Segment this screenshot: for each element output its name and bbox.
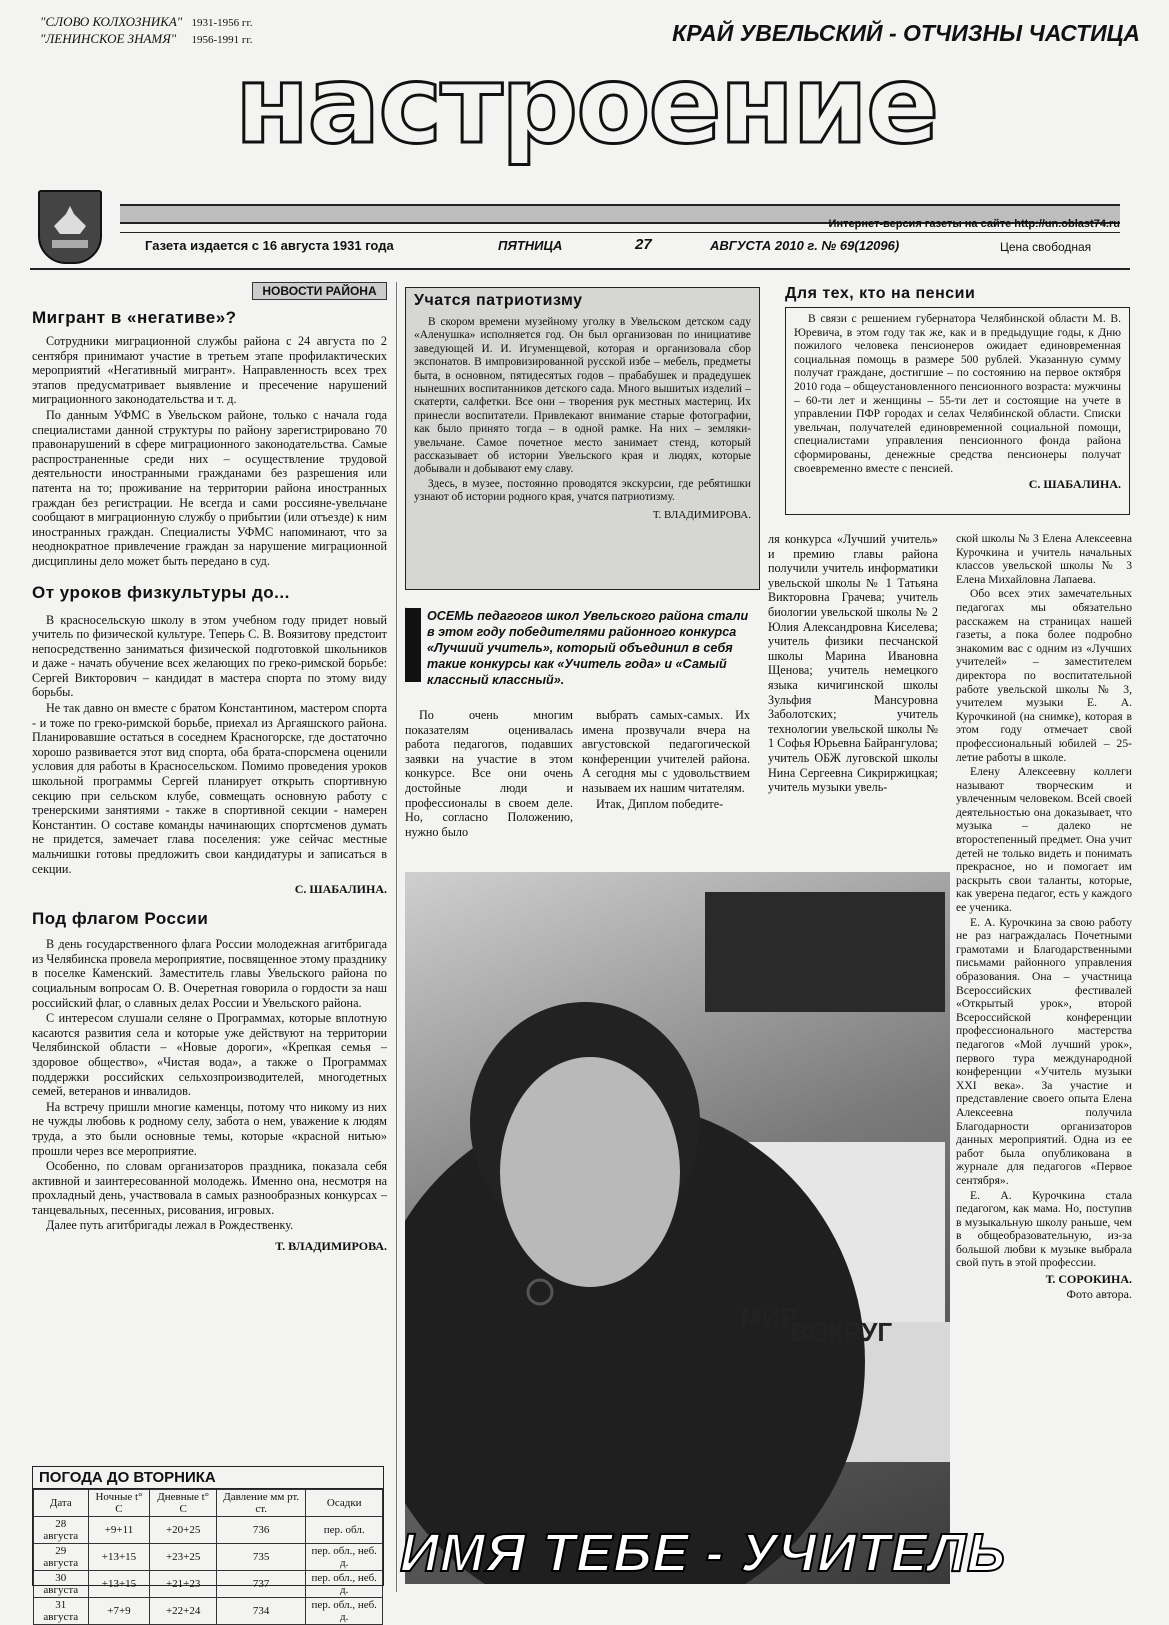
- article-sport-para: Не так давно он вместе с братом Константином, мастером спорта - и тоже по греко-римской борьбе, приехал из Аргаяшского района. Планировавшие остаться в соседнем Красногорске, где достаточно хорошо развивается этот вид спорта, оба брата-спорсмена оценили условия для работы в Красносельском. Помимо проведения уроков школьной программы Сергей планирует открыть спортивную секцию при сельском клубе, совмещать основную работу с тренерскими занятиями - также в спортивной секции - намерен Константин. О составе команды начинающих спортсменов думать не придется, замечает глава поселения: уже сейчас местные мальчишки готовы предложить свои кандидатуры и записаться в секции.: [32, 701, 387, 876]
- weather-cell: 29 августа: [34, 1544, 89, 1571]
- former-years-1: 1931-1956 гг.: [191, 17, 253, 29]
- weather-cell: 737: [216, 1571, 305, 1598]
- newspaper-title: настроение: [234, 43, 938, 168]
- day: 27: [635, 236, 652, 253]
- deer-emblem-icon: [40, 192, 100, 262]
- teacher-col-4-text: ской школы № 3 Елена Алексеевна Курочкина и учитель начальных классов увельской школы № 3 Елена Михайловна Лапаева.: [956, 532, 1132, 586]
- photo-sign-mir: МИР: [740, 1302, 798, 1332]
- weather-cell: пер. обл., неб. д.: [306, 1544, 383, 1571]
- teacher-col-2-text: выбрать самых-самых. Их имена прозвучали вчера на августовской педагогической конференции учителей района. А сегодня мы с удовольствием называем их нашим читателям.: [582, 708, 750, 795]
- patriotism-title: Учатся патриотизму: [414, 292, 583, 309]
- pension-article: [785, 285, 1130, 515]
- weather-cell: +7+9: [88, 1598, 150, 1625]
- patriotism-box: [405, 287, 760, 590]
- weekday: ПЯТНИЦА: [498, 238, 563, 253]
- teacher-col-4-text: Обо всех этих замечательных педагогах мы обязательно расскажем на страницах нашей газеты, а пока более подробно знакомим вас с одним из «Лучших учителей» – заместителем директора по воспитательной работе увельской школы № 3, учителем музыки Е. А. Курочкиной (на снимке), которая в этом году отмечает свой профессиональный юбилей – 25-летие работы в школе.: [956, 587, 1132, 764]
- patriotism-para: Здесь, в музее, постоянно проводятся экскурсии, где ребятишки узнают об истории родного края, учатся патриотизму.: [414, 477, 751, 504]
- teacher-col-2: [582, 708, 750, 811]
- weather-cell: 30 августа: [34, 1571, 89, 1598]
- weather-cell: 736: [216, 1517, 305, 1544]
- weather-table: [33, 1489, 383, 1625]
- weather-row: [34, 1598, 383, 1625]
- weather-cell: +13+15: [88, 1544, 150, 1571]
- weather-header-row: [34, 1490, 383, 1517]
- teacher-col-4-text: Е. А. Курочкина стала педагогом, как мама. Но, поступив в музыкальную школу раньше, чем в общеобразовательную, из-за большой любви к музыке выбрала свой путь в этой профессии.: [956, 1188, 1132, 1270]
- left-column: [32, 282, 387, 1254]
- price: Цена свободная: [1000, 240, 1092, 254]
- weather-cell: +9+11: [88, 1517, 150, 1544]
- teacher-headline: ИМЯ ТЕБЕ - УЧИТЕЛЬ: [400, 1523, 1007, 1583]
- article-flag-signature: Т. ВЛАДИМИРОВА.: [275, 1239, 387, 1254]
- teacher-col-3: [768, 532, 938, 795]
- drop-cap: В: [405, 608, 421, 682]
- weather-cell: 31 августа: [34, 1598, 89, 1625]
- article-migrant-para: По данным УФМС в Увельском районе, только с начала года специалистами данной структуры по району зарегистрировано 70 правонарушений в сфере миграционного законодательства. Самые распространенные среди них – осуществление трудовой деятельности иностранными гражданами без разрешения или патента на то; проживание на территории района иностранных граждан без регистрации. Не всегда и сами россияне-увельчане сообщают в миграционную службу о прибытии (или отъезде) к ним иностранных граждан. Специалисты УФМС напоминают, что за неоднократное привлечение граждан за нарушение миграционной дисциплины дело может быть передано в суд.: [32, 407, 387, 568]
- weather-cell: +13+15: [88, 1571, 150, 1598]
- article-flag-title: Под флагом России: [32, 909, 209, 929]
- published-since: Газета издается с 16 августа 1931 года: [145, 238, 394, 253]
- article-flag-para: Особенно, по словам организаторов праздника, показала себя активной и заинтересованной молодежь. Именно она, несмотря на прохладный день, участвовала в самых разнообразных конкурсах – танцевальных, песенных, рисования, игровых.: [32, 1159, 387, 1217]
- weather-cell: 735: [216, 1544, 305, 1571]
- weather-cell: +20+25: [150, 1517, 217, 1544]
- issue-number: АВГУСТА 2010 г. № 69(12096): [710, 238, 900, 253]
- pension-box: [785, 307, 1130, 515]
- weather-header: Давление мм рт. ст.: [216, 1490, 305, 1517]
- teacher-photo: [405, 872, 950, 1584]
- teacher-signature: Т. СОРОКИНА.: [1045, 1272, 1132, 1287]
- weather-header: Дата: [34, 1490, 89, 1517]
- teacher-col-2-text: Итак, Диплом победите-: [596, 796, 724, 811]
- slogan: КРАЙ УВЕЛЬСКИЙ - ОТЧИЗНЫ ЧАСТИЦА: [672, 20, 1140, 46]
- pension-para: В связи с решением губернатора Челябинской области М. В. Юревича, в этом году так же, как и в предыдущие годы, к Дню пожилого человека пенсионеров ожидает единовременная социальная помощь в размере 500 рублей. Указанную сумму получат граждане, достигшие – по состоянию на первое октября 2010 года – общеустановленного пенсионного возраста: мужчины – 60-ти лет и женщины – 55-ти лет и состоящие на учете в управлении ПФР городах и селах Челябинской области. Списки увельчан, получателей единовременной социальной помощи, специалистами управления пенсионного фонда района сформированы, денежные средства пенсионеры получат своевременно вместе с пенсией.: [794, 312, 1121, 475]
- pension-title: Для тех, кто на пенсии: [785, 285, 976, 302]
- former-years-2: 1956-1991 гг.: [191, 34, 253, 46]
- article-sport-para: В красносельскую школу в этом учебном году придет новый учитель по физической культуре. Теперь С. В. Воязитову предстоит непосредственно заниматься физической подготовкой школьников и даже - начать обучение всех желающих по греко-римской борьбе: Сергей Викторович – кандидат в мастера спорта по этому виду борьбы.: [32, 612, 387, 700]
- weather-row: [34, 1544, 383, 1571]
- weather-cell: пер. обл.: [306, 1517, 383, 1544]
- weather-cell: +21+23: [150, 1571, 217, 1598]
- photo-sign-vokrug: ВОКРУГ: [790, 1317, 893, 1347]
- former-name-2: "ЛЕНИНСКОЕ ЗНАМЯ": [40, 31, 177, 46]
- teacher-col-4: [956, 532, 1132, 1517]
- portrait-illustration: [405, 872, 950, 1584]
- patriotism-signature: Т. ВЛАДИМИРОВА.: [652, 508, 751, 521]
- article-flag-para: Далее путь агитбригады лежал в Рождественку.: [46, 1218, 294, 1233]
- weather-cell: 28 августа: [34, 1517, 89, 1544]
- teacher-col-3-text: ля конкурса «Лучший учитель» и премию главы района получили учитель информатики увельской школы № 1 Татьяна Викторовна Грачева; учитель биологии увельской школы № 2 Юлия Александровна Киселева; учитель физики песчанской школы Марина Ивановна Щенова; учитель немецкого языка кичигинской школы Зульфия Мансуровна Заболотских; учитель технологии увельской школы № 1 Софья Юрьевна Байрангулова; учитель ОБЖ луговской школы Нина Сергеевна Сикриржицкая; учитель музыки увель-: [768, 532, 938, 795]
- website: Интернет-версия газеты на сайте http://un.oblast74.ru: [828, 218, 1120, 230]
- pension-signature: С. ШАБАЛИНА.: [1028, 477, 1121, 492]
- teacher-lead: [405, 608, 750, 688]
- article-sport-signature: С. ШАБАЛИНА.: [294, 882, 387, 897]
- weather-row: [34, 1571, 383, 1598]
- weather-cell: +22+24: [150, 1598, 217, 1625]
- article-flag-para: В день государственного флага России молодежная агитбригада из Челябинска провела мероприятие, посвященное этому празднику в поселке Каменский. Заместитель главы Увельского района по социальным вопросам О. В. Очеретная говорила о гордости за наш российский флаг, о славных делах России и Увельского района.: [32, 937, 387, 1010]
- article-migrant-title: Мигрант в «негативе»?: [32, 308, 237, 327]
- photo-credit: Фото автора.: [1066, 1287, 1132, 1302]
- weather-cell: 734: [216, 1598, 305, 1625]
- weather-title: ПОГОДА ДО ВТОРНИКА: [33, 1467, 383, 1489]
- rubric-district-news: НОВОСТИ РАЙОНА: [252, 282, 387, 300]
- article-sport-title: От уроков физкультуры до...: [32, 582, 290, 602]
- teacher-col-1: [405, 708, 573, 839]
- teacher-col-4-text: Елену Алексеевну коллеги называют творческим и увлеченным человеком. Всей своей деятельностью она доказывает, что музыка – далеко не второстепенный предмет. Она учит детей не только видеть и понимать прекрасное, но и помогает им раскрыть свои таланты, которые, как уверена педагог, есть у каждого ее ученика.: [956, 765, 1132, 915]
- teacher-col-4-text: Е. А. Курочкина за свою работу не раз награждалась Почетными грамотами и Благодарственными письмами районного управления образования. Она – участница Всероссийских фестивалей «Открытый урок», второй Всероссийской конференции профессионального мастерства педагогов «Мой лучший урок», первого тура международной конференции «Учитель музыки XXI века». За участие и представление своего опыта Елена Алексеевна получила Благодарности организаторов данных мероприятий. Одна из ее работ была опубликована в журнале для педагогов «Первое сентября».: [956, 915, 1132, 1187]
- weather-cell: +23+25: [150, 1544, 217, 1571]
- article-migrant-para: Сотрудники миграционной службы района с 24 августа по 2 сентября принимают участие в третьем этапе профилактических мероприятий «Негативный мигрант». Направленность всех трех этапов предусматривает выявление и пресечение нарушений миграционного законодательства и т. д.: [32, 334, 387, 407]
- article-flag-para: С интересом слушали селяне о Программах, которые вплотную касаются развития села и которые уже действуют на территории Челябинской области – «Новые дороги», «Крепкая семья – здоровое общество», «Чистая вода», а также о Программах поддержки российских сельхозпроизводителей, многодетных семей, ветеранов и инвалидов.: [32, 1011, 387, 1099]
- article-flag-para: На встречу пришли многие каменцы, потому что никому из них не чужды любовь к родному селу, забота о нем, уважение к людям труда, а это были основные темы, которые «красной нитью» прошли через все мероприятие.: [32, 1099, 387, 1158]
- teacher-col-1-text: По очень многим показателям оценивалась работа педагогов, подавших заявки на участие в этом конкурсе. Все они очень достойные люди и профессионалы в своем деле. Но, согласно Положению, нужно было: [405, 708, 573, 839]
- column-divider: [396, 282, 397, 1592]
- teacher-lead-text: ОСЕМЬ педагогов школ Увельского района стали в этом году победителями районного конкурса «Лучший учитель», который объединил в себя такие конкурсы как «Учитель года» и «Самый классный классный».: [427, 609, 749, 687]
- patriotism-para: В скором времени музейному уголку в Увельском детском саду «Аленушка» исполняется год. Он был организован по инициативе заведующей И. И. Игуменщевой, которая и организовала сбор экспонатов. В импровизированной русской избе – мебель, предметы быта, в основном, пятидесятых годов – прабабушек и прадедушек нынешних воспитанников детского сада. Много вышитых изделий – скатерти, салфетки. Все они – творения рук местных мастериц. Их принесли воспитатели. Привлекают внимание старые фотографии, как было принято тогда – в одной рамке. На них – земляки-увельчане. Самое почетное место занимает стенд, который рассказывает об истории Увельского края и людях, которые добывали и добывают ему славу.: [414, 316, 751, 476]
- weather-header: Дневные t° C: [150, 1490, 217, 1517]
- weather-cell: пер. обл., неб. д.: [306, 1571, 383, 1598]
- date-line-bottom: [30, 268, 1130, 270]
- district-emblem: [38, 190, 102, 264]
- weather-box: [32, 1466, 384, 1623]
- weather-header: Осадки: [306, 1490, 383, 1517]
- weather-header: Ночные t° C: [88, 1490, 150, 1517]
- weather-row: [34, 1517, 383, 1544]
- weather-cell: пер. обл., неб. д.: [306, 1598, 383, 1625]
- former-name-1: "СЛОВО КОЛХОЗНИКА": [40, 14, 183, 29]
- date-line-top: [120, 232, 1120, 233]
